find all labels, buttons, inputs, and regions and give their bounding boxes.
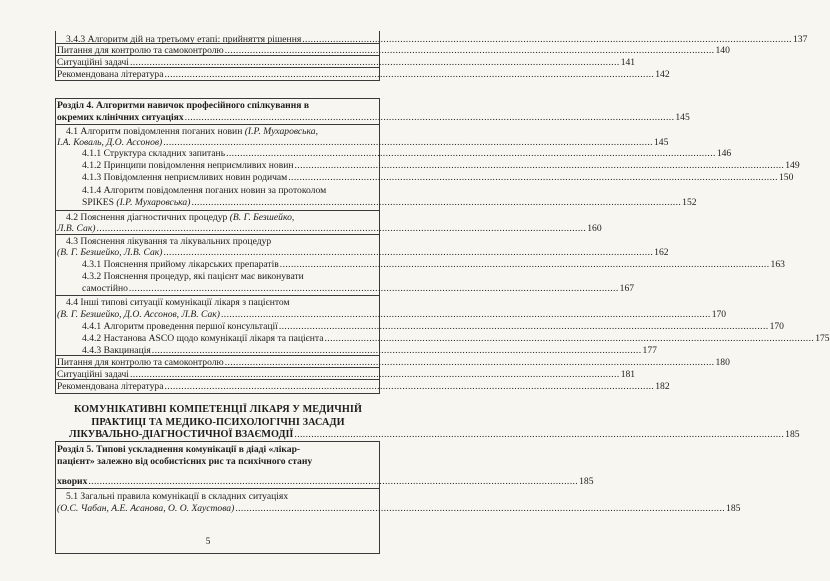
toc-entry[interactable] xyxy=(57,45,730,56)
toc-entry-title: Рекомендована література xyxy=(57,69,164,80)
toc-entry-title[interactable] xyxy=(66,126,318,137)
leader-dots xyxy=(294,429,784,440)
page-number: 5 xyxy=(205,537,211,547)
toc-page-number: 180 xyxy=(715,357,730,368)
toc-entry-title: Ситуаційні задачі xyxy=(57,57,129,68)
toc-entry[interactable] xyxy=(57,247,669,258)
row-divider xyxy=(55,234,380,235)
toc-entry-title: Рекомендована література xyxy=(57,381,164,392)
toc-entry-title[interactable]: 4.3 Пояснення лікування та лікувальних процедур xyxy=(66,236,272,247)
row-divider xyxy=(55,210,380,211)
toc-entry-title-cont xyxy=(82,197,190,208)
toc-entry-authors: (О.С. Чабан, А.Е. Асанова, О. О. Хаустова) xyxy=(57,503,235,514)
toc-page-number: 142 xyxy=(655,69,670,80)
leader-dots xyxy=(295,160,785,171)
leader-dots xyxy=(225,357,715,368)
leader-dots xyxy=(164,69,654,80)
toc-entry-title[interactable]: 5.1 Загальні правила комунікації в складних ситуаціях xyxy=(66,491,289,502)
leader-dots xyxy=(225,45,715,56)
toc-entry[interactable] xyxy=(57,357,730,368)
leader-dots xyxy=(279,321,769,332)
leader-dots xyxy=(235,503,725,514)
leader-dots xyxy=(152,345,642,356)
leader-dots xyxy=(163,137,653,148)
toc-entry-title-plain: 4.2 Пояснення діагностичних процедур xyxy=(66,212,230,223)
toc-entry-title: 4.3.1 Пояснення прийому лікарських препаратів xyxy=(82,259,279,270)
toc-entry-title[interactable]: 4.1.4 Алгоритм повідомлення поганих новин за протоколом xyxy=(82,185,327,196)
toc-page-number: 137 xyxy=(792,34,808,45)
toc-entry[interactable] xyxy=(57,112,690,123)
leader-dots xyxy=(221,309,711,320)
toc-entry[interactable] xyxy=(82,259,785,270)
leader-dots xyxy=(191,197,681,208)
toc-page-number: 167 xyxy=(619,283,635,294)
leader-dots xyxy=(97,223,587,234)
toc-page-number: 152 xyxy=(682,197,697,208)
leader-dots xyxy=(280,259,770,270)
toc-page-number: 185 xyxy=(726,503,741,514)
toc-entry-title[interactable]: 4.4 Інші типові ситуації комунікації лікаря з пацієнтом xyxy=(66,297,290,308)
toc-entry[interactable] xyxy=(82,197,697,208)
toc-entry[interactable] xyxy=(57,503,741,514)
toc-page-number: 149 xyxy=(785,160,800,171)
toc-entry-authors: І.А. Коваль, Д.О. Ассонов) xyxy=(57,137,163,148)
leader-dots xyxy=(185,112,675,123)
toc-entry-title: 4.4.3 Вакцинація xyxy=(82,345,151,356)
toc-entry[interactable] xyxy=(57,137,669,148)
chapter-title-cont: пацієнт» залежно від особистісних рис та психічного стану xyxy=(57,456,313,467)
toc-entry[interactable] xyxy=(82,283,635,294)
leader-dots xyxy=(164,381,654,392)
toc-entry[interactable] xyxy=(57,223,602,234)
toc-entry-title: 4.4.2 Настанова ASCO щодо комунікації лікаря та пацієнта xyxy=(82,333,324,344)
toc-entry-title: 4.1.1 Структура складних запитань xyxy=(82,148,226,159)
chapter-title[interactable]: Розділ 5. Типові ускладнення комунікації в діаді «лікар- xyxy=(57,444,301,455)
chapter-title-cont: хворих xyxy=(57,476,88,487)
toc-page-number: 185 xyxy=(785,429,800,440)
toc-entry[interactable] xyxy=(82,172,794,183)
toc-page-number: 175 xyxy=(815,333,830,344)
toc-entry-title: Питання для контролю та самоконтролю xyxy=(57,45,224,56)
toc-page-number: 181 xyxy=(620,369,636,380)
toc-entry[interactable] xyxy=(57,381,670,392)
toc-entry[interactable] xyxy=(57,369,636,380)
toc-entry-authors: (В. Г. Безшейко, Л.В. Сак) xyxy=(57,247,163,258)
toc-page-number: 141 xyxy=(620,57,636,68)
toc-entry[interactable] xyxy=(82,321,784,332)
part-heading[interactable]: КОМУНІКАТИВНІ КОМПЕТЕНЦІЇ ЛІКАРЯ У МЕДИЧНІЙ xyxy=(73,404,362,415)
toc-page-number: 145 xyxy=(653,137,669,148)
toc-entry-authors: (В. Г. Безшейко, Д.О. Ассонов, Л.В. Сак) xyxy=(57,309,220,320)
toc-page-number: 170 xyxy=(711,309,727,320)
toc-page-number: 145 xyxy=(675,112,690,123)
row-divider xyxy=(55,295,380,296)
toc-page-number: 185 xyxy=(579,476,594,487)
part-heading-cont: ЛІКУВАЛЬНО-ДІАГНОСТИЧНОЇ ВЗАЄМОДІЇ xyxy=(69,429,294,440)
leader-dots xyxy=(226,148,716,159)
toc-page-number: 140 xyxy=(715,45,730,56)
leader-dots xyxy=(130,57,620,68)
toc-page-number: 146 xyxy=(716,148,732,159)
toc-entry-title: Ситуаційні задачі xyxy=(57,369,129,380)
toc-entry[interactable] xyxy=(82,333,830,344)
toc-entry[interactable] xyxy=(82,345,657,356)
row-divider xyxy=(55,124,380,125)
leader-dots xyxy=(288,172,778,183)
toc-entry-title-plain: 4.1 Алгоритм повідомлення поганих новин xyxy=(66,126,245,137)
toc-entry[interactable] xyxy=(66,34,808,45)
toc-page-number: 160 xyxy=(587,223,602,234)
toc-entry-authors: (І.Р. Мухаровська, xyxy=(244,126,318,137)
toc-entry[interactable] xyxy=(57,476,594,487)
leader-dots xyxy=(302,34,792,45)
toc-entry-title-plain: SPIKES xyxy=(82,197,117,208)
toc-page-number: 170 xyxy=(769,321,784,332)
chapter-title-cont: окремих клінічних ситуаціях xyxy=(57,112,184,123)
part-heading-cont: ПРАКТИЦІ ТА МЕДИКО-ПСИХОЛОГІЧНІ ЗАСАДИ xyxy=(91,417,345,428)
toc-page-number: 177 xyxy=(642,345,657,356)
toc-entry-title: 3.4.3 Алгоритм дій на третьому етапі: прийняття рішення xyxy=(66,34,302,45)
row-divider xyxy=(55,488,380,489)
toc-entry[interactable] xyxy=(82,148,732,159)
toc-entry[interactable] xyxy=(57,309,727,320)
leader-dots xyxy=(129,283,619,294)
toc-page-number: 162 xyxy=(654,247,669,258)
toc-entry[interactable] xyxy=(82,160,800,171)
toc-entry[interactable] xyxy=(57,429,800,440)
toc-page-number: 163 xyxy=(770,259,785,270)
toc-entry-title[interactable] xyxy=(66,212,294,223)
toc-entry-authors: (І.Р. Мухаровська) xyxy=(116,197,191,208)
leader-dots xyxy=(324,333,814,344)
toc-entry-title: 4.1.3 Повідомлення неприємливих новин родичам xyxy=(82,172,288,183)
toc-entry-authors: Л.В. Сак) xyxy=(57,223,96,234)
toc-entry-title: 4.4.1 Алгоритм проведення першої консультації xyxy=(82,321,278,332)
toc-entry[interactable] xyxy=(57,69,670,80)
toc-entry-title: 4.1.2 Принципи повідомлення неприємливих новин xyxy=(82,160,294,171)
toc-entry-title-cont: самостійно xyxy=(82,283,128,294)
toc-page-number: 182 xyxy=(655,381,670,392)
leader-dots xyxy=(130,369,620,380)
toc-entry[interactable] xyxy=(57,57,636,68)
chapter-title[interactable]: Розділ 4. Алгоритми навичок професійного спілкування в xyxy=(57,100,310,111)
toc-entry-title: Питання для контролю та самоконтролю xyxy=(57,357,224,368)
toc-entry-title[interactable]: 4.3.2 Пояснення процедур, які пацієнт має виконувати xyxy=(82,271,304,282)
leader-dots xyxy=(163,247,653,258)
toc-entry-authors: (В. Г. Безшейко, xyxy=(229,212,295,223)
toc-page-number: 150 xyxy=(778,172,794,183)
leader-dots xyxy=(88,476,578,487)
